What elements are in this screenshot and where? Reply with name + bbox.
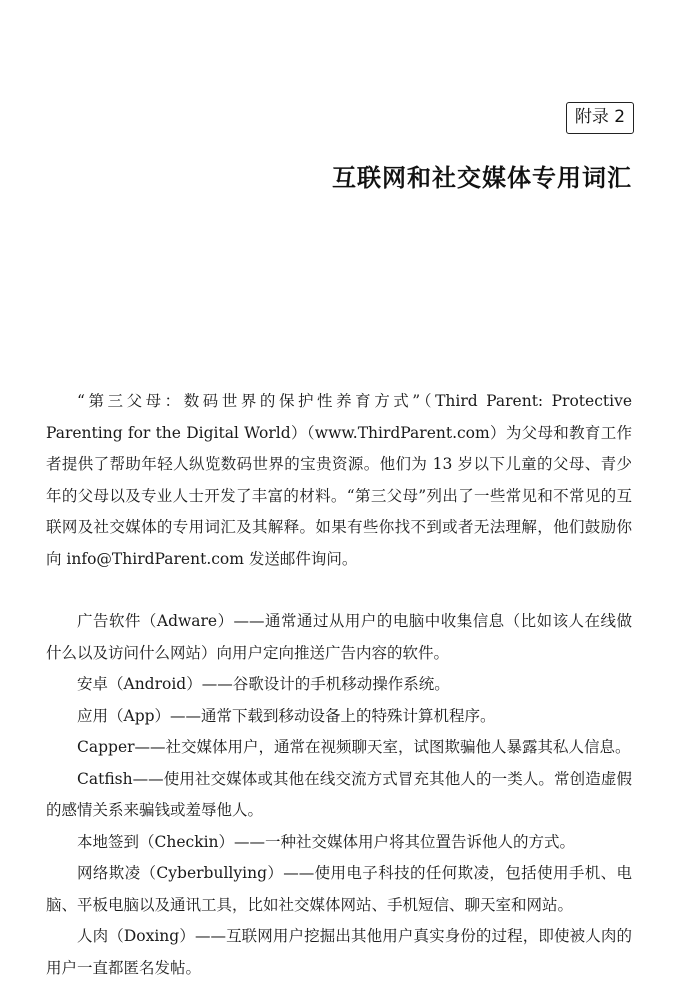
glossary-entry-cyberbullying: 网络欺凌（Cyberbullying）——使用电子科技的任何欺凌，包括使用手机、电脑、平板电脑以及通讯工具，比如社交媒体网站、手机短信、聊天室和网站。 bbox=[46, 864, 632, 914]
glossary-entry-catfish: Catfish——使用社交媒体或其他在线交流方式冒充其他人的一类人。常创造虚假的感情关系来骗钱或羞辱他人。 bbox=[46, 769, 632, 819]
glossary-entry-capper: Capper——社交媒体用户，通常在视频聊天室，试图欺骗他人暴露其私人信息。 bbox=[77, 738, 631, 756]
chapter-title: 互联网和社交媒体专用词汇 bbox=[332, 163, 632, 192]
glossary-entry-adware: 广告软件（Adware）——通常通过从用户的电脑中收集信息（比如该人在线做什么以及访问什么网站）向用户定向推送广告内容的软件。 bbox=[46, 612, 632, 662]
glossary-list bbox=[46, 606, 632, 984]
glossary-entry-app: 应用（App）——通常下载到移动设备上的特殊计算机程序。 bbox=[77, 706, 496, 725]
glossary-entry-checkin: 本地签到（Checkin）——一种社交媒体用户将其位置告诉他人的方式。 bbox=[77, 832, 576, 851]
appendix-label: 附录 2 bbox=[566, 102, 634, 134]
intro-section bbox=[46, 386, 632, 575]
intro-paragraph: “第三父母：数码世界的保护性养育方式”（Third Parent: Protective Parenting for the Digital World）（www.ThirdParent.com）为父母和教育工作者提供了帮助年轻人纵览数码世界的宝贵资源。他们为 13 岁以下儿童的父母、青少年的父母以及专业人士开发了丰富的材料。“第三父母”列出了一些常见和不常见的互联网及社交媒体的专用词汇及其解释。如果有些你找不到或者无法理解，他们鼓励你向 info@ThirdParent.com 发送邮件询问。 bbox=[46, 392, 632, 568]
glossary-entry-android: 安卓（Android）——谷歌设计的手机移动操作系统。 bbox=[77, 675, 450, 693]
glossary-entry-doxing: 人肉（Doxing）——互联网用户挖掘出其他用户真实身份的过程，即使被人肉的用户一直都匿名发帖。 bbox=[46, 927, 632, 977]
